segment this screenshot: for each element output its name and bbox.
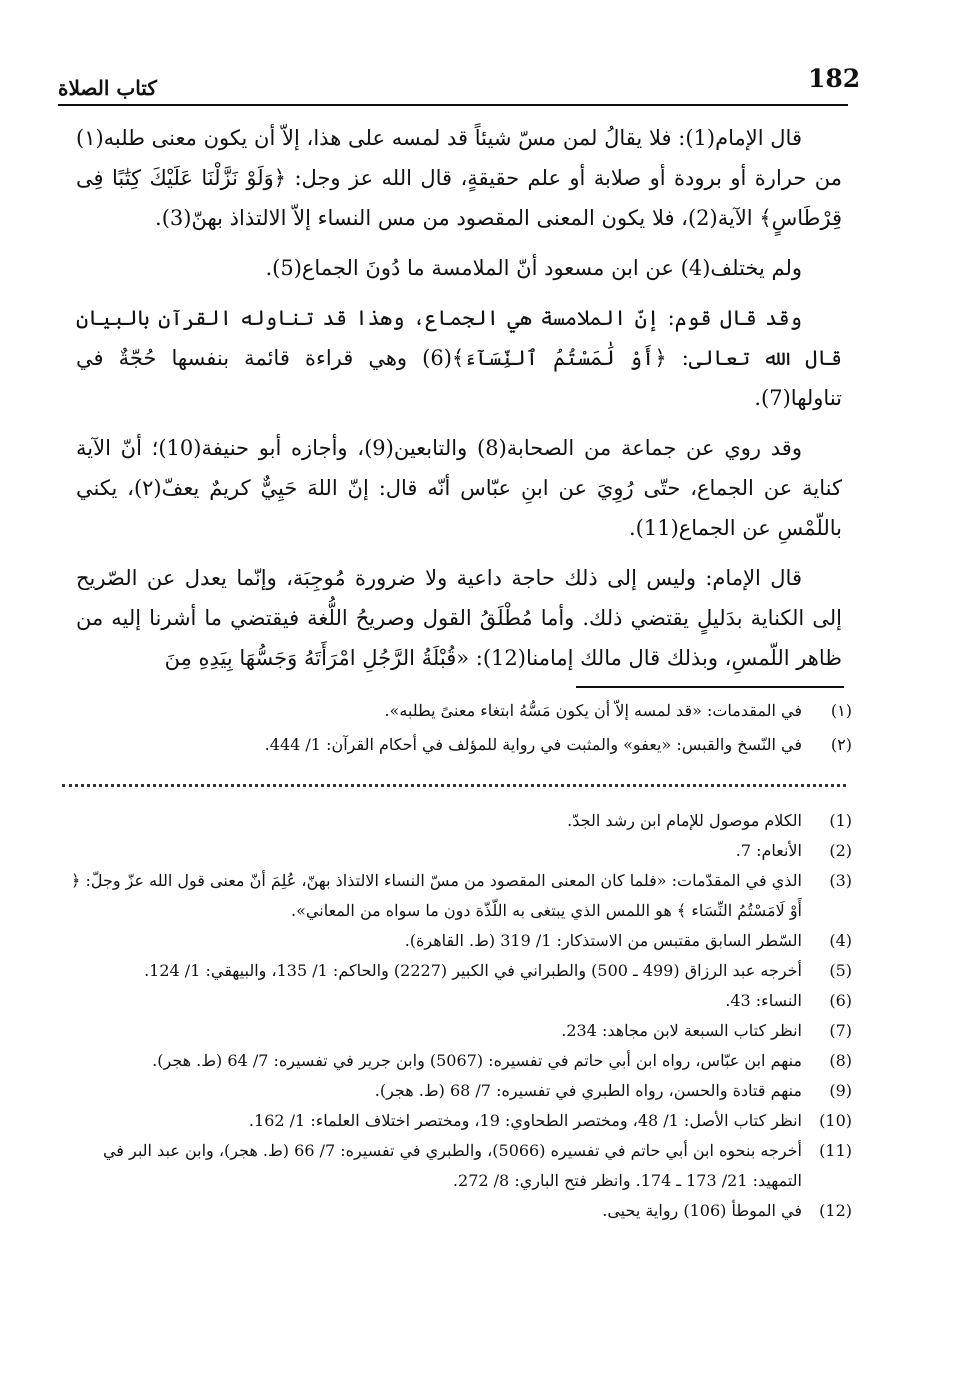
footnote-number: (2) [829, 841, 852, 860]
footnote [62, 926, 852, 956]
main-text [76, 118, 842, 688]
footnote [62, 866, 852, 926]
paragraph: قال الإمام(1): فلا يقالُ لمن مسّ شيئاً قد لمسه على هذا، إلاّ أن يكون معنى طلبه(١) من حرارة أو برودة أو صلابة أو علم حقيقةٍ، قال الله عز وجل: ﴿وَلَوْ نَزَّلْنَا عَلَيْكَ كِتَٰبًا فِى قِرْطَاسٍ﴾ الآية(2)، فلا يكون المعنى المقصود من مس النساء إلاّ الالتذاذ بهنّ(3). [76, 126, 842, 230]
footnote [62, 956, 852, 986]
footnote [62, 1106, 852, 1136]
footnote-text: منهم قتادة والحسن، رواه الطبري في تفسيره: 7/ 68 (ط. هجر). [374, 1081, 802, 1100]
variant-note [62, 696, 852, 726]
footnote [62, 1016, 852, 1046]
footnote [62, 1046, 852, 1076]
footnote-number: (12) [819, 1201, 852, 1220]
page-number: 182 [808, 64, 861, 93]
footnote-number: (5) [829, 961, 852, 980]
header-rule [58, 104, 848, 106]
footnote-number: (8) [829, 1051, 852, 1070]
dotted-separator [62, 784, 846, 787]
footnote-text: الذي في المقدّمات: «فلما كان المعنى المقصود من مسّ النساء الالتذاذ بهنّ، عُلِمَ أنّ معنى قول الله عزّ وجلّ: ﴿ أَوْ لَامَسْتُمُ النِّسَاء ﴾ هو اللمس الذي يبتغى به اللّذّة دون ما سواه من المعاني». [70, 871, 802, 920]
footnote-text: أخرجه عبد الرزاق (499 ـ 500) والطبراني في الكبير (2227) والحاكم: 1/ 135، والبيهقي: 1/ 124. [144, 961, 802, 980]
variant-notes [62, 696, 852, 764]
footnote-text: الأنعام: 7. [735, 841, 802, 860]
footnote-number: (10) [819, 1111, 852, 1130]
footnote-text: منهم ابن عبّاس، رواه ابن أبي حاتم في تفسيره: (5067) وابن جرير في تفسيره: 7/ 64 (ط. هجر). [152, 1051, 802, 1070]
paragraph: وقد روي عن جماعة من الصحابة(8) والتابعين(9)، وأجازه أبو حنيفة(10)؛ أنّ الآية كناية عن الجماع، حتّى رُوِيَ عن ابنِ عبّاس أنّه قال: إنّ اللهَ حَيِيٌّ كريمٌ يعفّ(٢)، يكني باللّمْسِ عن الجماع(11). [76, 436, 842, 540]
footnote [62, 806, 852, 836]
footnote-text: في الموطأ (106) رواية يحيى. [602, 1201, 802, 1220]
footnote-number: (9) [829, 1081, 852, 1100]
footnote [62, 1196, 852, 1226]
footnote-text: انظر كتاب السبعة لابن مجاهد: 234. [561, 1021, 802, 1040]
footnote-text: انظر كتاب الأصل: 1/ 48، ومختصر الطحاوي: 19، ومختصر اختلاف العلماء: 1/ 162. [248, 1111, 802, 1130]
paragraph: قال الإمام: وليس إلى ذلك حاجة داعية ولا ضرورة مُوجِبَة، وإنّما يعدل عن الصّريح إلى الكناية بدَليلٍ يقتضي ذلك. وأما مُطْلَقُ القول وصريحُ اللُّغة فيقتضي ما أشرنا إليه من ظاهر اللّمسِ، وبذلك قال مالك إمامنا(12): «قُبْلَةُ الرَّجُلِ امْرَأَتَهُ وَجَسُّهَا بِيَدِهِ مِنَ [76, 566, 842, 670]
footnote-rule [576, 686, 844, 688]
paragraph: ولم يختلف(4) عن ابن مسعود أنّ الملامسة ما دُونَ الجماع(5). [265, 256, 802, 280]
footnote-number: (6) [829, 991, 852, 1010]
note-number: (١) [830, 701, 852, 720]
footnote [62, 1076, 852, 1106]
footnote-text: النساء: 43. [725, 991, 802, 1010]
footnote-number: (7) [829, 1021, 852, 1040]
note-number: (٢) [830, 735, 852, 754]
footnote [62, 1136, 852, 1196]
paragraph: وقد قال قوم: إنّ الملامسة هي الجماع، وهذا قد تناوله القرآن بالبيان قال الله تعالى: ﴿أَوْ لَٰمَسْتُمُ ٱلنِّسَآءَ﴾(6) وهي قراءة قائمة بنفسها حُجّةٌ في تناولها(7). [76, 306, 843, 410]
footnote-text: الكلام موصول للإمام ابن رشد الجدّ. [567, 811, 802, 830]
footnotes [62, 806, 852, 1226]
footnote-number: (11) [819, 1141, 852, 1160]
footnote-number: (3) [829, 871, 852, 890]
footnote [62, 986, 852, 1016]
footnote-number: (1) [829, 811, 852, 830]
footnote [62, 836, 852, 866]
footnote-number: (4) [829, 931, 852, 950]
footnote-text: أخرجه بنحوه ابن أبي حاتم في تفسيره (5066)، والطبري في تفسيره: 7/ 66 (ط. هجر)، وابن عبد البر في التمهيد: 21/ 173 ـ 174. وانظر فتح الباري: 8/ 272. [102, 1141, 802, 1190]
note-text: في المقدمات: «قد لمسه إلاّ أن يكون مَسُّهُ ابتغاء معنىً يطلبه». [384, 701, 802, 720]
note-text: في النّسخ والقبس: «يعفو» والمثبت في رواية للمؤلف في أحكام القرآن: 1/ 444. [264, 735, 802, 754]
variant-note [62, 730, 852, 760]
footnote-text: السّطر السابق مقتبس من الاستذكار: 1/ 319 (ط. القاهرة). [404, 931, 802, 950]
running-title: كتاب الصلاة [58, 76, 157, 100]
